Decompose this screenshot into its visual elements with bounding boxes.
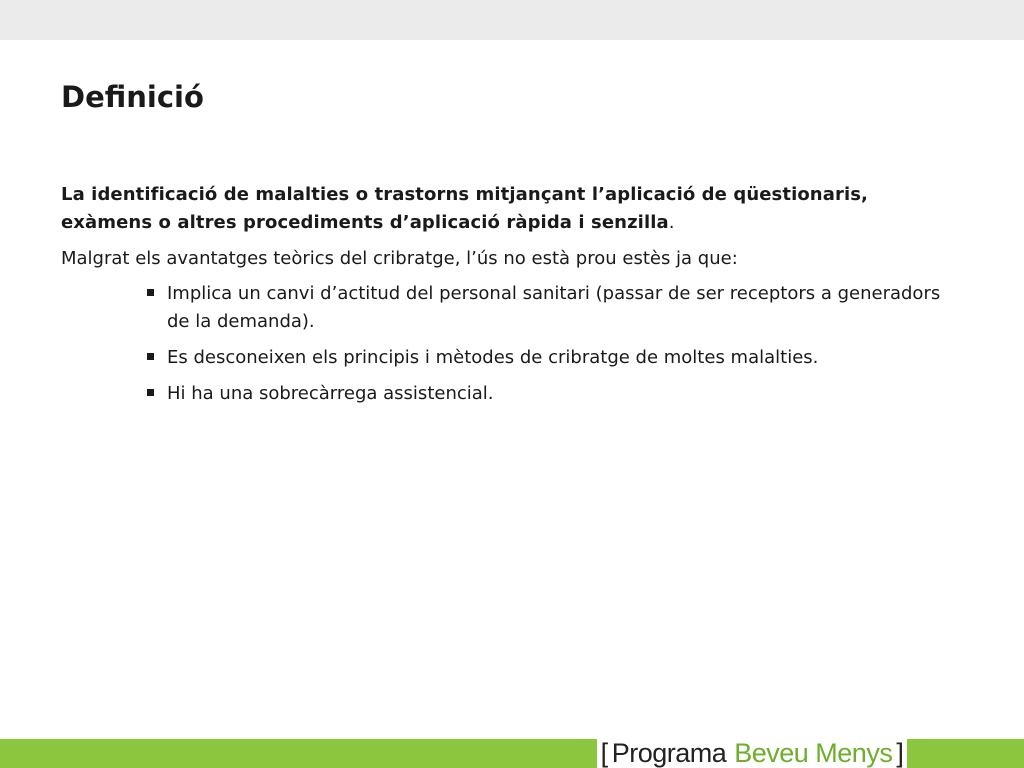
bullet-text: Implica un canvi d’actitud del personal sanitari (passar de ser receptors a generadors de la demanda). bbox=[167, 283, 941, 332]
list-item bbox=[146, 344, 947, 372]
intro-paragraph: Malgrat els avantatges teòrics del cribratge, l’ús no està prou estès ja que: bbox=[61, 248, 738, 269]
list-item bbox=[146, 280, 947, 336]
square-bullet-icon bbox=[147, 289, 154, 296]
bullet-text: Hi ha una sobrecàrrega assistencial. bbox=[167, 383, 494, 404]
top-band bbox=[0, 0, 1024, 40]
slide-title: Definició bbox=[61, 80, 204, 114]
list-item bbox=[146, 380, 947, 408]
definition-text: La identificació de malalties o trastorns mitjançant l’aplicació de qüestionaris, exàmens o altres procediments d’aplicació ràpida i senzilla bbox=[61, 184, 868, 233]
square-bullet-icon bbox=[147, 389, 154, 396]
logo-bracket-close: ] bbox=[896, 738, 904, 768]
bullet-text: Es desconeixen els principis i mètodes de cribratge de moltes malalties. bbox=[167, 347, 819, 368]
logo-programa: Programa bbox=[611, 738, 727, 768]
definition-paragraph bbox=[61, 181, 961, 237]
definition-period: . bbox=[668, 212, 675, 233]
square-bullet-icon bbox=[147, 353, 154, 360]
logo-brand-name: Beveu Menys bbox=[734, 738, 893, 768]
logo-bracket-open: [ bbox=[600, 738, 608, 768]
bullet-list bbox=[61, 280, 961, 408]
footer-logo bbox=[597, 739, 907, 768]
slide-content bbox=[61, 181, 961, 416]
